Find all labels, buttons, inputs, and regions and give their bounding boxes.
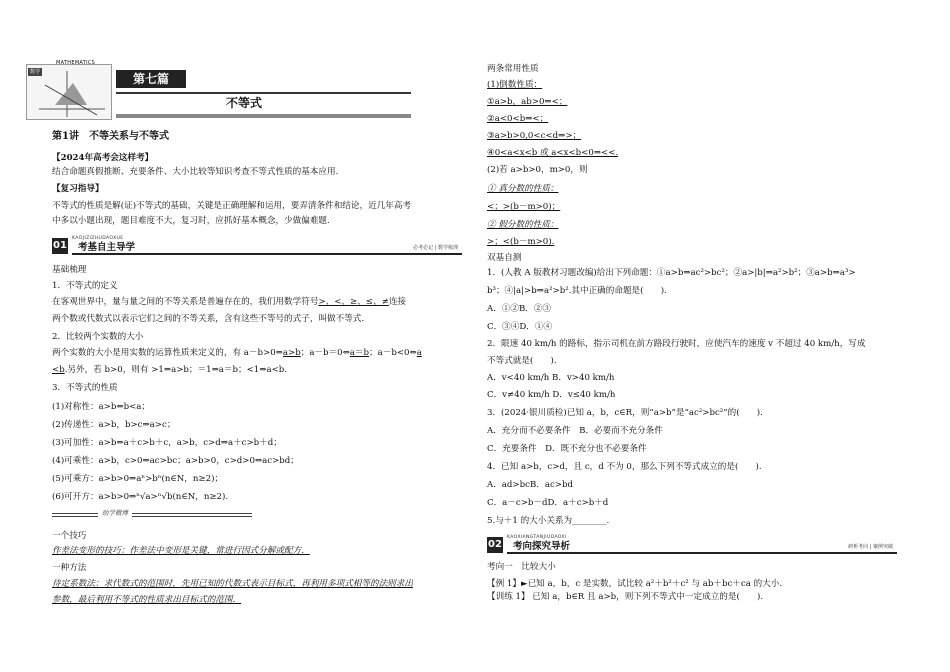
text-span: 连接 [388,297,407,307]
training-1: 【训练 1】 已知 a，b∈R 且 a>b，则下列不等式中一定成立的是( ). [487,592,764,602]
method-text: 待定系数法：求代数式的范围时，先用已知的代数式表示目标式，再利用多项式相等的法则求出 [52,579,413,589]
exam-heading: 【2024年高考会这样考】 [52,153,154,163]
question-5: 5.与＋1 的大小关系为________. [487,516,610,526]
divider-line [52,516,252,517]
section-tagline: 必考必记 | 数学梳理 [413,245,458,251]
fraction-heading: (2)若 a>b>0，m>0，则 [487,165,588,175]
text-span: ；a－b＝0⇔ [300,348,350,358]
basics-heading: 基础梳理 [52,265,87,275]
lesson-title: 第1讲 不等关系与不等式 [52,131,169,142]
fraction-item: >；<(b－m>0). [487,237,555,247]
review-text: 不等式的性质是解(证)不等式的基础，关键是正确理解和运用，要弄清条件和结论，近几年高考 [52,201,412,211]
fraction-item: ① 真分数的性质： [487,184,559,194]
answer-span: a＝b [349,348,370,358]
section-name: 考向探究导析 [513,541,571,552]
section-bar-2 [487,535,897,555]
point-1-heading: 1．不等式的定义 [52,281,118,291]
fraction-item: ② 假分数的性质： [487,220,559,230]
point-3-heading: 3．不等式的性质 [52,383,118,393]
help-divider [52,510,252,520]
review-text: 中多以小题出现，题目难度不大，复习时，应抓好基本概念，少做偏难题. [52,216,330,226]
property-item: (6)可开方：a>b>0⇒ⁿ√a>ⁿ√b(n∈N，n≥2). [52,492,229,502]
point-2-heading: 2．比较两个实数的大小 [52,332,144,342]
exam-text: 结合命题真假推断、充要条件、大小比较等知识考查不等式性质的基本应用. [52,167,339,177]
section-bar-1 [52,236,462,256]
property-item: (1)对称性：a>b⇔b<a； [52,402,150,412]
subject-tag: 数学 [30,69,41,75]
chapter-number: 第七篇 [116,70,186,88]
property-item: (5)可乘方：a>b>0⇒aⁿ>bⁿ(n∈N，n≥2)； [52,474,224,484]
question-options: A．①②B．②③ [487,304,552,314]
reciprocal-item: ④0<a<x<b 或 a<x<b<0⇒<<. [487,148,619,158]
answer-span: a>b [282,348,301,358]
section-pinyin: KAOJIZIZHUDAOXUE [72,236,124,241]
divider-line [52,513,252,514]
section-rule [72,253,462,255]
question-options: A．充分而不必要条件 B．必要而不充分条件 [487,426,663,436]
point-2-text [52,348,422,359]
property-item: (2)传递性：a>b，b>c⇒a>c； [52,420,176,430]
section-pinyin: KAOXIANGTANJIUDAOXI [507,535,567,540]
answer-span: <b [52,365,65,375]
reciprocal-item: ②a<0<b⇒<； [487,114,549,124]
question-4: 4．已知 a>b，c>d，且 c，d 不为 0，那么下列不等式成立的是( ). [487,462,762,472]
direction-heading: 考向一 比较大小 [487,562,556,572]
method-text: 参数，最后利用不等式的性质求出目标式的范围． [52,595,242,605]
reciprocal-item: ③a>b>0,0<c<d⇒>； [487,131,582,141]
method-heading: 一种方法 [52,563,87,573]
question-3: 3．(2024·银川质检)已知 a，b，c∈R，则“a>b”是“ac²>bc²”的( ). [487,408,763,418]
property-item: (3)可加性：a>b⇔a＋c>b＋c，a>b，c>d⇒a＋c>b＋d； [52,438,282,448]
math-label: MATHEMATICS [56,60,96,66]
text-span: 两个实数的大小是用实数的运算性质来定义的，有 a－b>0⇔ [52,348,283,358]
question-options: C．a－c>b－dD．a＋c>b＋d [487,498,609,508]
chapter-banner [26,60,411,122]
point-1-text [52,297,406,308]
text-span: .另外，若 b>0，则有 >1⇔a>b；＝1⇔a＝b；<1⇔a<b. [64,365,288,375]
question-options: C．充要条件 D．既不充分也不必要条件 [487,444,647,454]
section-number: 02 [487,537,503,553]
question-options: A．v<40 km/h B．v>40 km/h [487,373,615,383]
example-1: 【例 1】►已知 a，b，c 是实数，试比较 a²＋b²＋c² 与 ab＋bc＋ca 的大小. [487,579,783,589]
answer-span: a [416,348,422,358]
tip-heading: 一个技巧 [52,531,87,541]
question-1: b³；④|a|>b⇒a²>b².其中正确的命题是( ). [487,286,667,296]
question-options: A．ad>bcB．ac>bd [487,480,573,490]
chapter-title: 不等式 [226,96,263,110]
section-tagline: 研析考向 | 案例突破 [848,544,893,550]
section-name: 考基自主导学 [78,242,136,253]
section-number: 01 [52,238,68,254]
help-label: 助学微博 [98,509,132,517]
question-2: 2．限速 40 km/h 的路标，指示司机在前方路段行驶时，应使汽车的速度 v 不超过 40 km/h，写成 [487,339,866,349]
reciprocal-item: ①a>b，ab>0⇒<； [487,97,568,107]
question-1: 1．(人教 A 版教材习题改编)给出下列命题：①a>b⇒ac²>bc²；②a>|b|⇒a²>b²；③a>b⇒a³> [487,268,856,278]
two-properties-heading: 两条常用性质 [487,64,539,74]
tip-text: 作差法变形的技巧：作差法中变形是关键，常进行因式分解或配方． [52,546,310,556]
section-rule [507,552,897,554]
point-1-text: 两个数或代数式以表示它们之间的不等关系，含有这些不等号的式子，叫做不等式. [52,314,365,324]
review-heading: 【复习指导】 [52,184,104,194]
question-options: C．v≠40 km/h D．v≤40 km/h [487,390,616,400]
self-test-heading: 双基自测 [487,253,522,263]
question-2: 不等式就是( ). [487,356,557,366]
property-item: (4)可乘性：a>b，c>0⇒ac>bc；a>b>0，c>d>0⇒ac>bd； [52,456,299,466]
reciprocal-heading: (1)倒数性质： [487,80,543,90]
banner-rule [116,92,411,94]
banner-rule [116,114,411,118]
text-span: 在客观世界中，量与量之间的不等关系是普遍存在的，我们用数学符号 [52,297,319,307]
fraction-item: <；>(b－m>0)； [487,202,561,212]
text-span: ；a－b<0⇔ [369,348,417,358]
point-2-text [52,365,287,376]
question-options: C．③④D．①④ [487,322,553,332]
symbols-answer: >、<、≥、≤、≠ [318,297,389,307]
